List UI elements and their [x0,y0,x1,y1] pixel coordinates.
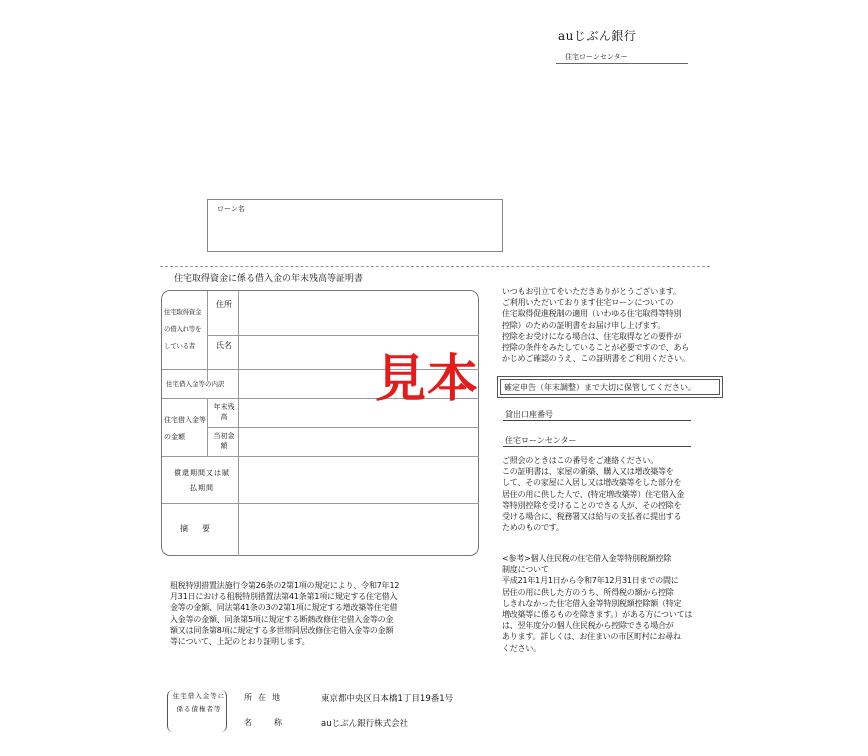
reference-line: あります。詳しくは、お住まいの市区町村にお尋ね [502,632,681,642]
contact-line: して、その家屋に入居し又は增改築等をした部分を [502,478,682,488]
legal-line: 租税特別措置法施行令第26条の2第1項の規定により、令和7年12 [170,581,400,590]
intro-line: いつもお引立てをいただきありがとうございます。 [502,287,681,296]
legal-line: 入金等の金額、同条第5項に規定する断熱改修住宅借入金等の金 [170,614,394,624]
issuer-name-label: 名称 [244,718,304,727]
certificate-title: 住宅取得資金に係る借入金の年末残高等証明書 [174,274,364,284]
reference-line: 居住の用に供した方のうち、所得税の額から控除 [502,587,674,597]
issuer-location-label: 所在地 [244,693,286,702]
row-divider [207,427,479,428]
amount-group-label: 住宅借入金等の金額 [164,416,206,441]
intro-line: 控除）のための証明書をお届け申し上げます。 [502,320,666,330]
intro-line: かじめご確認のうえ、この証明書をご利用ください。 [502,354,690,364]
loan-name-box [207,199,503,252]
account-number-rule [503,420,691,421]
intro-line: 控除の条件をみたしていることが必要ですので、あら [502,343,690,353]
address-label: 住所 [216,300,232,309]
reference-line: <参考>個人住民税の住宅借入金等特別税額控除 [502,554,672,563]
borrower-group-label: 住宅取得資金の借入れ等をしている者 [164,308,202,350]
legal-line: 月31日における租税特別措置法第41条第1項に規定する住宅借入 [170,592,398,602]
contact-line: 等特別控除を受けることのできる人が、その控除を [502,500,682,510]
reference-line: ください。 [502,643,541,653]
cut-line [160,266,710,267]
issuer-location: 東京都中央区日本橋1丁目19番1号 [321,694,454,704]
name-label: 氏名 [216,341,232,350]
center-rule [503,446,691,447]
reference-line: は、翌年度分の個人住民税から控除できる場合が [502,621,674,631]
keep-notice: 確定申告（年末調整）まで大切に保管してください。 [500,379,720,395]
bank-name: auじぶん銀行 [558,29,637,43]
row-divider [207,335,479,336]
keep-notice-box [497,376,723,398]
contact-line: ご照会のときはこの番号をご連絡ください。 [502,456,658,465]
reference-text [502,553,720,654]
legal-line: 金等の金額、同法第41条の3の2第1項に規定する增改築等住宅借 [170,603,398,613]
breakdown-label: 住宅借入金等の内訳 [166,380,225,388]
reference-line: 平成21年1月1日から令和7年12月31日までの間に [502,576,679,586]
contact-line: 居住の用に供した人で、(特定増改築等）住宅借入金 [502,489,685,499]
issuer-name: auじぶん銀行株式会社 [321,719,409,729]
reference-line: しきれなかった住宅借入金等特別税額控除額（特定 [502,598,682,608]
intro-text [502,286,720,364]
legal-line: 等について、上記のとおり証明します。 [170,637,310,647]
center-label: 住宅ローンセンター [505,436,577,445]
intro-line: 住宅取得促進税制の適用（いわゆる住宅取得等特別 [502,309,682,319]
intro-line: 控除をお受けになる場合は、住宅取得などの要件が [502,331,682,341]
legal-line: 額又は同条第8項に規定する多世帯同居改修住宅借入金等の金額 [170,625,394,635]
issuer-label: 住宅借入金等に係る債権者等 [172,692,226,713]
contact-text [502,455,720,533]
summary-label: 摘要 [180,524,224,533]
row-divider [162,456,479,457]
year-end-balance-label: 年末残高 [213,403,235,421]
loan-name-label: ローン名 [217,205,245,213]
contact-line: この証明書は、家屋の新築、購入又は增改築等を [502,467,674,477]
certificate-table [161,290,479,556]
sample-stamp: 見本 [375,350,480,409]
contact-line: 受ける場合に、税務署又は給与の支払者に提出する [502,512,682,522]
initial-amount-label: 当初金額 [213,432,235,450]
contact-line: ためのものです。 [502,523,564,533]
account-number-label: 貸出口座番号 [505,410,553,419]
col-divider [207,291,208,381]
intro-line: ご利用いただいております住宅ローンについての [502,298,674,308]
row-divider [162,503,479,504]
legal-certification-text [170,580,450,647]
bank-department: 住宅ローンセンター [565,53,628,61]
reference-line: 制度について [502,565,549,575]
period-label: 償還期間又は賦払期間 [174,469,230,492]
reference-line: 増改築等に係るものを除きます。）がある方については [502,610,693,620]
header-rule [556,63,688,64]
col-divider [238,291,239,556]
